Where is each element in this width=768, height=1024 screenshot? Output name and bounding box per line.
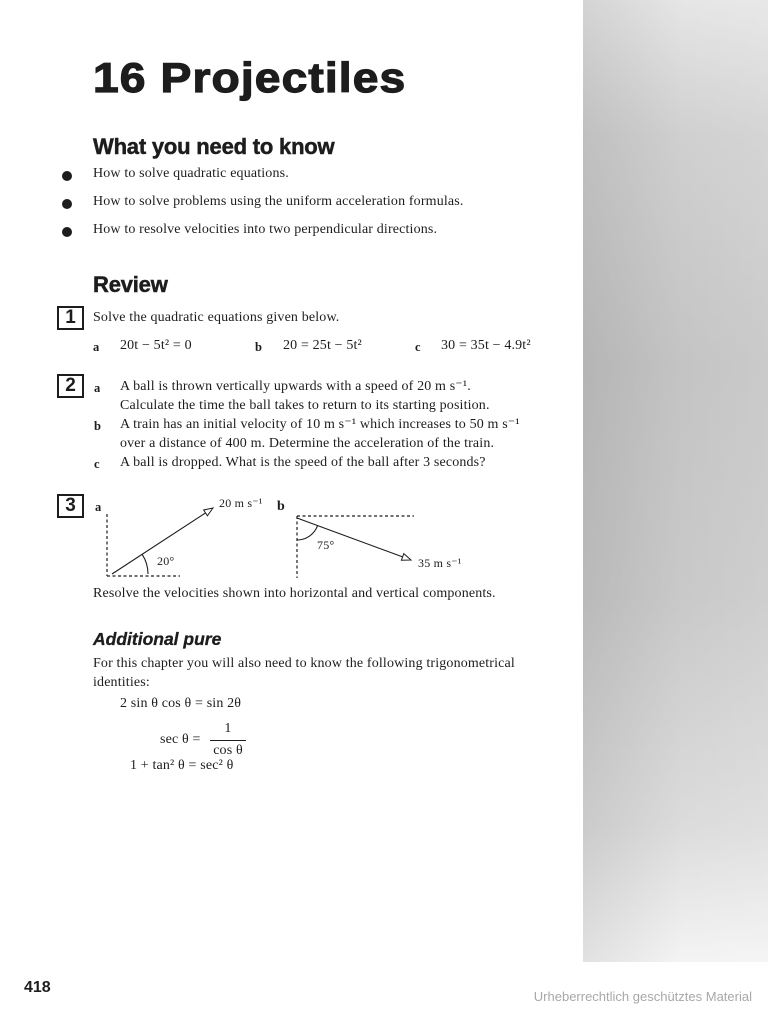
additional-pure-intro: For this chapter you will also need to know the following trigonometrical [93,656,515,671]
review-heading: Review [93,272,168,297]
fraction-numerator: 1 [224,721,232,736]
copyright-watermark: Urheberrechtlich geschütztes Material [533,989,752,1004]
question-number-box: 2 [57,374,84,398]
diagram-a-angle: 20° [157,554,175,568]
need-to-know-item: How to solve quadratic equations. [93,166,289,181]
additional-pure-intro: identities: [93,675,150,690]
velocity-diagram-a [100,500,220,582]
angle-arc [297,526,318,540]
bullet-icon [62,227,72,237]
question-1-text: Solve the quadratic equations given below. [93,310,340,325]
arrowhead-icon [204,508,213,516]
part-label: c [415,340,421,354]
part-label: b [94,419,101,433]
question-line: A train has an initial velocity of 10 m s⁻¹ which increases to 50 m s⁻¹ [120,417,520,432]
equation: 20t − 5t² = 0 [120,338,192,353]
part-label: a [93,340,100,354]
fraction-bar [210,740,246,741]
question-number-box: 1 [57,306,84,330]
identity-double-angle: 2 sin θ cos θ = sin 2θ [120,696,242,711]
diagram-a-label: a [95,500,102,514]
question-line: over a distance of 400 m. Determine the acceleration of the train. [120,436,495,451]
question-number-box: 3 [57,494,84,518]
velocity-diagram-b [292,510,418,582]
need-to-know-item: How to resolve velocities into two perpendicular directions. [93,222,438,237]
equation: 20 = 25t − 5t² [283,338,362,353]
fraction-denominator: cos θ [213,743,243,758]
additional-pure-heading: Additional pure [93,629,222,649]
need-to-know-heading: What you need to know [93,134,335,159]
question-3-instruction: Resolve the velocities shown into horizontal and vertical components. [93,586,496,601]
bullet-icon [62,199,72,209]
side-panel [583,0,768,962]
diagram-b-label: b [277,499,285,514]
equation: 30 = 35t − 4.9t² [441,338,531,353]
part-label: a [94,381,101,395]
identity-pythagorean: 1 + tan² θ = sec² θ [130,758,234,773]
part-label: b [255,340,262,354]
angle-arc [142,554,148,574]
need-to-know-item: How to solve problems using the uniform acceleration formulas. [93,194,464,209]
page-number: 418 [24,979,51,996]
part-label: c [94,457,100,471]
question-line: A ball is thrown vertically upwards with a speed of 20 m s⁻¹. [120,379,471,394]
arrowhead-icon [401,554,411,561]
question-line: Calculate the time the ball takes to return to its starting position. [120,398,490,413]
question-line: A ball is dropped. What is the speed of the ball after 3 seconds? [120,455,486,470]
chapter-title: 16 Projectiles [93,54,407,101]
diagram-a-speed: 20 m s⁻¹ [219,496,263,510]
identity-secant-lhs: sec θ = [160,732,201,747]
diagram-b-speed: 35 m s⁻¹ [418,556,462,570]
bullet-icon [62,171,72,181]
velocity-vector [297,518,403,557]
diagram-b-angle: 75° [317,538,335,552]
